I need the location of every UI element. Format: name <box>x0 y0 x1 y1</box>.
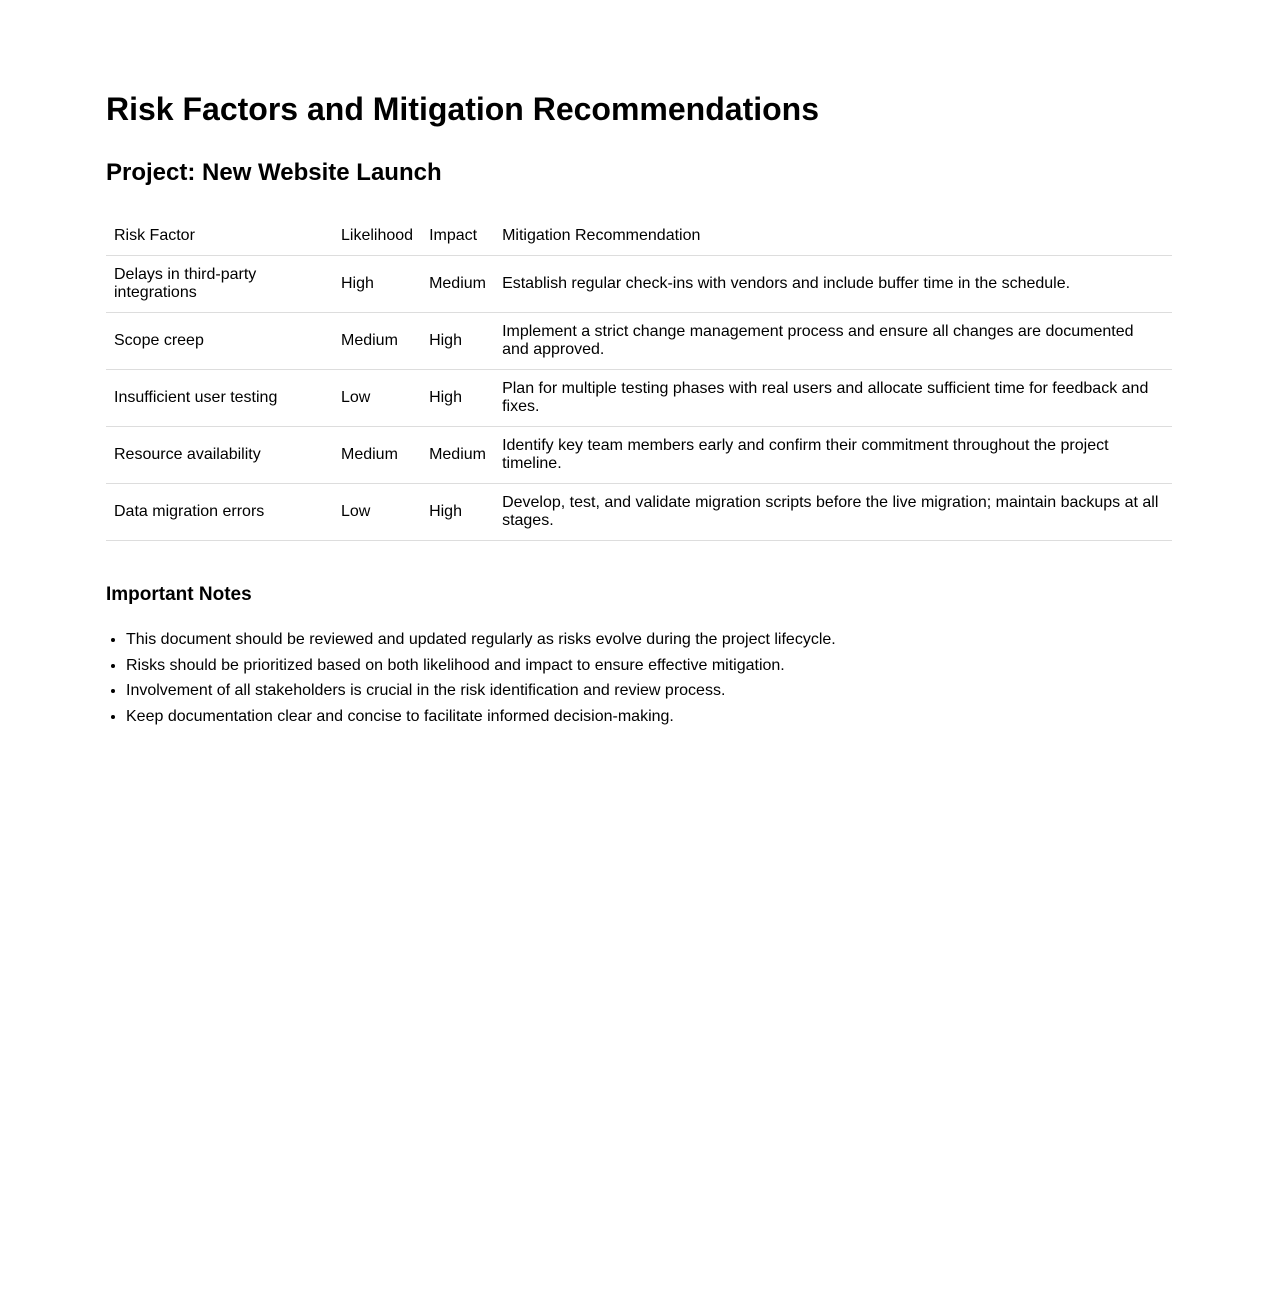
cell-risk-factor: Delays in third-party integrations <box>106 256 333 313</box>
list-item: • Involvement of all stakeholders is crucial in the risk identification and review process. <box>126 682 1172 700</box>
cell-mitigation: Establish regular check-ins with vendors and include buffer time in the schedule. <box>494 256 1172 313</box>
table-row <box>106 427 1172 484</box>
cell-impact: Medium <box>421 427 494 484</box>
list-item: • Keep documentation clear and concise to facilitate informed decision-making. <box>126 708 1172 726</box>
page-title: Risk Factors and Mitigation Recommendations <box>106 91 819 127</box>
header-impact: Impact <box>421 217 494 256</box>
table-header-row <box>106 217 1172 256</box>
notes-heading: Important Notes <box>106 584 252 605</box>
header-mitigation: Mitigation Recommendation <box>494 217 1172 256</box>
table-row <box>106 313 1172 370</box>
cell-likelihood: Medium <box>333 427 421 484</box>
cell-likelihood: Low <box>333 370 421 427</box>
table-row <box>106 484 1172 541</box>
cell-impact: High <box>421 370 494 427</box>
cell-impact: Medium <box>421 256 494 313</box>
cell-mitigation: Implement a strict change management process and ensure all changes are documented and approved. <box>494 313 1172 370</box>
cell-risk-factor: Scope creep <box>106 313 333 370</box>
risk-table-body <box>106 256 1172 541</box>
notes-list <box>106 631 1172 726</box>
header-risk-factor: Risk Factor <box>106 217 333 256</box>
cell-impact: High <box>421 313 494 370</box>
table-row <box>106 256 1172 313</box>
cell-likelihood: Low <box>333 484 421 541</box>
cell-mitigation: Plan for multiple testing phases with real users and allocate sufficient time for feedback and fixes. <box>494 370 1172 427</box>
risk-table-header <box>106 217 1172 256</box>
cell-mitigation: Identify key team members early and confirm their commitment throughout the project timeline. <box>494 427 1172 484</box>
project-title: Project: New Website Launch <box>106 159 442 186</box>
risk-table <box>106 217 1172 541</box>
cell-risk-factor: Insufficient user testing <box>106 370 333 427</box>
header-likelihood: Likelihood <box>333 217 421 256</box>
list-item: • This document should be reviewed and updated regularly as risks evolve during the project lifecycle. <box>126 631 1172 649</box>
cell-risk-factor: Data migration errors <box>106 484 333 541</box>
cell-mitigation: Develop, test, and validate migration scripts before the live migration; maintain backups at all stages. <box>494 484 1172 541</box>
cell-likelihood: Medium <box>333 313 421 370</box>
cell-risk-factor: Resource availability <box>106 427 333 484</box>
cell-impact: High <box>421 484 494 541</box>
cell-likelihood: High <box>333 256 421 313</box>
list-item: • Risks should be prioritized based on both likelihood and impact to ensure effective mitigation. <box>126 657 1172 675</box>
table-row <box>106 370 1172 427</box>
